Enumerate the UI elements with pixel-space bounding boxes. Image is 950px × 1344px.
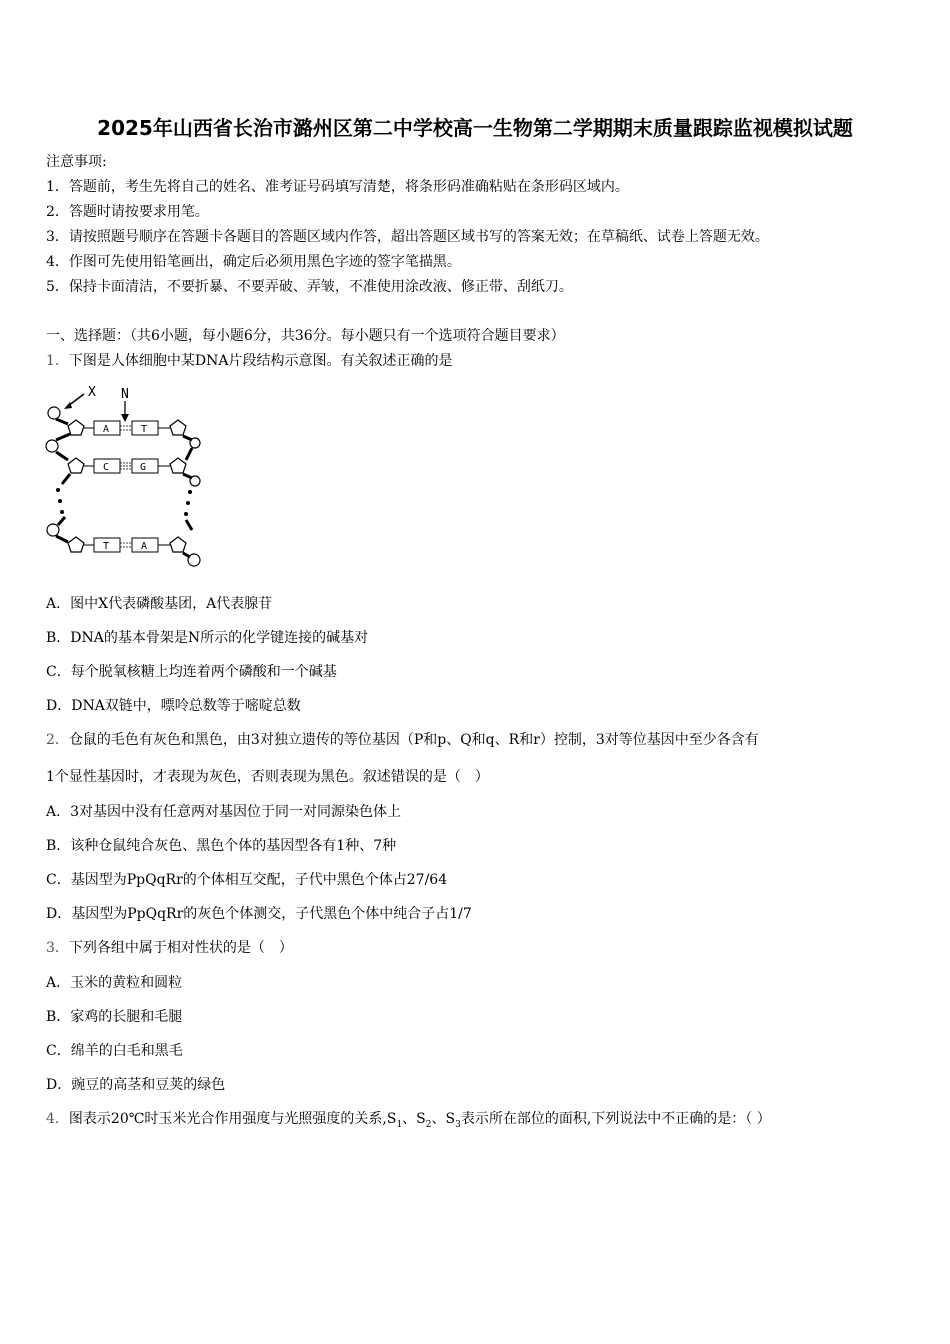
dot-left-2 — [58, 499, 62, 503]
notice-heading: 注意事项: — [46, 154, 107, 170]
question-3-option-a: A．玉米的黄粒和圆粒 — [46, 975, 183, 991]
bond-left-2b — [56, 452, 68, 460]
bond-left-1 — [56, 419, 68, 424]
question-2-number: 2． — [46, 732, 69, 748]
notice-item-4: 4．作图可先使用铅笔画出，确定后必须用黑色字迹的签字笔描黑。 — [46, 254, 461, 270]
question-1-number: 1． — [46, 353, 69, 369]
question-2-option-c: C．基因型为PpQqRr的个体相互交配，子代中黑色个体占27/64 — [46, 872, 448, 888]
dna-structure-figure — [40, 380, 220, 570]
question-3-stem — [46, 939, 293, 957]
base-g-2-label: G — [140, 462, 147, 473]
subscript-1: 1 — [396, 1119, 403, 1130]
dot-left-1 — [56, 488, 60, 492]
bond-right-3 — [186, 520, 192, 530]
subscript-3: 3 — [455, 1119, 461, 1130]
phosphate-left-2 — [46, 440, 58, 452]
base-a-1-label: A — [103, 424, 110, 435]
question-2-option-a: A．3对基因中没有任意两对基因位于同一对同源染色体上 — [46, 804, 402, 820]
question-2-stem-line-2: 1个显性基因时，才表现为灰色，否则表现为黑色。叙述错误的是（ ） — [46, 769, 489, 785]
bond-right-2a — [186, 448, 192, 460]
question-3-option-d: D．豌豆的高茎和豆荚的绿色 — [46, 1077, 226, 1093]
question-4-sep-2: 、S — [431, 1111, 456, 1127]
question-1-option-d: D．DNA双链中，嘌呤总数等于嘧啶总数 — [46, 698, 301, 714]
dot-left-3 — [60, 510, 64, 514]
sugar-left-2 — [68, 458, 84, 473]
dot-right-3 — [184, 512, 188, 516]
bond-left-3 — [62, 474, 70, 484]
notice-item-5: 5．保持卡面清洁，不要折暴、不要弄破、弄皱，不准使用涂改液、修正带、刮纸刀。 — [46, 279, 573, 295]
question-4-sep-1: 、S — [402, 1111, 426, 1127]
question-1-option-c: C．每个脱氧核糖上均连着两个磷酸和一个碱基 — [46, 664, 337, 680]
question-4-text-b: 表示所在部位的面积,下列说法中不正确的是：（ ） — [460, 1111, 771, 1127]
sugar-left-3 — [68, 537, 84, 552]
sugar-left-1 — [68, 420, 84, 435]
figure-label-n: N — [121, 387, 129, 402]
notice-item-3: 3．请按照题号顺序在答题卡各题目的答题区域内作答，超出答题区域书写的答案无效；在草稿纸、试卷上答题无效。 — [46, 229, 769, 245]
question-4-text-a: 图表示20℃时玉米光合作用强度与光照强度的关系,S — [68, 1111, 397, 1127]
bond-left-2a — [56, 434, 70, 440]
phosphate-left-1 — [48, 407, 60, 419]
question-3-option-b: B．家鸡的长腿和毛腿 — [46, 1009, 183, 1025]
figure-label-x: X — [88, 385, 96, 400]
base-t-3-label: T — [103, 541, 110, 552]
question-3-number: 3． — [46, 940, 69, 956]
question-1-stem — [46, 352, 453, 370]
bond-right-2b — [183, 474, 192, 478]
question-1-option-b: B．DNA的基本骨架是N所示的化学键连接的碱基对 — [46, 630, 369, 646]
notice-item-1: 1．答题前，考生先将自己的姓名、准考证号码填写清楚，将条形码准确粘贴在条形码区域内。 — [46, 179, 629, 195]
question-2-option-d: D．基因型为PpQqRr的灰色个体测交，子代黑色个体中纯合子占1/7 — [46, 906, 472, 922]
question-4-stem — [46, 1110, 771, 1134]
question-1-text: 下图是人体细胞中某DNA片段结构示意图。有关叙述正确的是 — [68, 353, 453, 369]
bond-right-1 — [183, 436, 192, 440]
base-a-3-label: A — [141, 541, 148, 552]
phosphate-right-1 — [190, 438, 200, 448]
sugar-right-1 — [170, 420, 186, 435]
question-4-number: 4． — [46, 1111, 69, 1127]
sugar-right-3 — [170, 537, 186, 552]
question-3-text: 下列各组中属于相对性状的是（ ） — [68, 940, 293, 956]
notice-item-2: 2．答题时请按要求用笔。 — [46, 204, 209, 220]
section-heading-choice: 一、选择题：（共6小题，每小题6分，共36分。每小题只有一个选项符合题目要求） — [46, 328, 565, 344]
question-1-option-a: A．图中X代表磷酸基团，A代表腺苷 — [46, 596, 273, 612]
question-2-text-1: 仓鼠的毛色有灰色和黑色，由3对独立遗传的等位基因（P和p、Q和q、R和r）控制，3对等位基因中至少各含有 — [68, 732, 759, 748]
bond-left-5 — [56, 536, 68, 542]
phosphate-right-3 — [188, 554, 200, 566]
question-2-stem-line-1 — [46, 731, 759, 749]
base-t-1-label: T — [141, 424, 148, 435]
dot-right-2 — [186, 501, 190, 505]
page-title: 2025年山西省长治市潞州区第二中学校高一生物第二学期期末质量跟踪监视模拟试题 — [97, 116, 853, 140]
n-arrow-head — [121, 414, 129, 422]
dot-right-1 — [188, 490, 192, 494]
bond-left-4 — [58, 517, 65, 525]
question-2-option-b: B．该种仓鼠纯合灰色、黑色个体的基因型各有1种、7种 — [46, 838, 397, 854]
sugar-right-2 — [170, 458, 186, 473]
phosphate-left-3 — [47, 524, 59, 536]
question-3-option-c: C．绵羊的白毛和黑毛 — [46, 1043, 183, 1059]
phosphate-right-2 — [190, 476, 200, 486]
base-c-2-label: C — [103, 462, 110, 473]
subscript-2: 2 — [425, 1119, 432, 1130]
